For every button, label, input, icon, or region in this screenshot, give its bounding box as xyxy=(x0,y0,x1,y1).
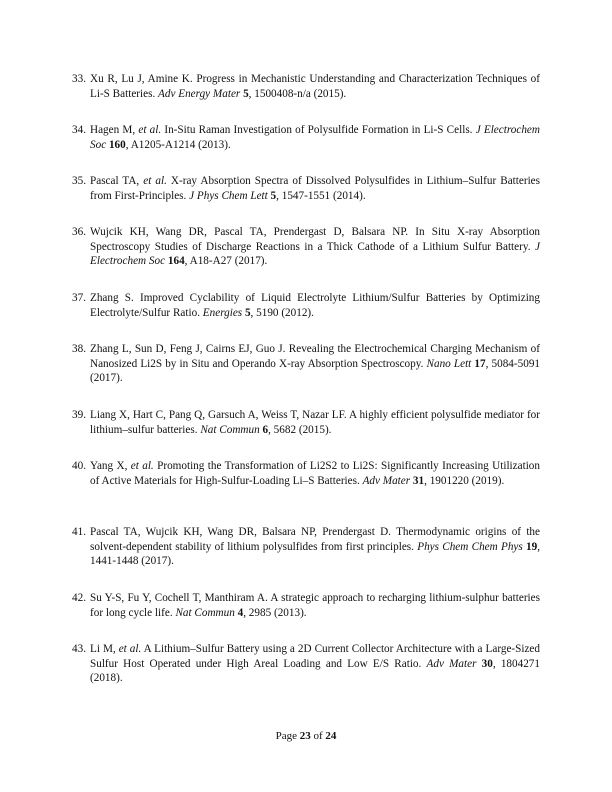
reference-pages: , 5190 (2012). xyxy=(250,306,314,319)
reference-journal: Nat Commun xyxy=(200,423,260,436)
reference-text xyxy=(90,291,540,320)
reference-authors: Pascal TA, Wujcik KH, Wang DR, Balsara NP, Prendergast D. xyxy=(90,526,391,538)
of-label: of xyxy=(310,730,326,742)
reference-authors: Pascal TA, xyxy=(90,175,144,187)
reference-pages: , 1804271 (2018). xyxy=(90,657,540,685)
reference-volume: 5 xyxy=(243,87,249,100)
reference-number: 34. xyxy=(72,124,86,136)
reference-volume: 160 xyxy=(108,138,126,151)
reference-item xyxy=(72,642,540,686)
reference-text xyxy=(90,642,540,686)
reference-text xyxy=(90,525,540,569)
reference-journal: J Phys Chem Lett xyxy=(189,189,268,202)
reference-item xyxy=(72,72,540,101)
reference-pages: , 2985 (2013). xyxy=(243,606,307,619)
reference-item xyxy=(72,174,540,203)
reference-volume: 31 xyxy=(412,474,425,487)
reference-number: 38. xyxy=(72,343,86,355)
reference-number: 41. xyxy=(72,526,86,538)
reference-pages: , 5084-5091 (2017). xyxy=(90,357,541,385)
reference-journal: J Electrochem Soc xyxy=(90,240,540,268)
reference-volume: 17 xyxy=(474,357,486,370)
reference-journal: Energies xyxy=(202,306,243,319)
reference-item xyxy=(72,123,540,152)
reference-pages: , 1500408-n/a (2015). xyxy=(248,87,347,100)
reference-title: A strategic approach to recharging lithium-sulphur batteries for long cycle life. xyxy=(90,592,540,619)
reference-text xyxy=(90,591,540,620)
reference-etal: et al. xyxy=(138,124,162,136)
reference-title: Thermodynamic origins of the solvent-dependent stability of lithium polysulfides from first principles. xyxy=(90,526,540,553)
reference-authors: Zhang S. xyxy=(90,292,134,304)
reference-authors: Liang X, Hart C, Pang Q, Garsuch A, Weiss T, Nazar LF. xyxy=(90,409,347,421)
reference-volume: 6 xyxy=(262,423,269,436)
reference-number: 39. xyxy=(72,409,86,421)
reference-item xyxy=(72,408,540,437)
reference-volume: 19 xyxy=(526,540,538,553)
reference-pages: , 5682 (2015). xyxy=(268,423,332,436)
reference-volume: 164 xyxy=(167,255,185,268)
reference-text xyxy=(90,459,540,488)
reference-title: X-ray Absorption Spectra of Dissolved Polysulfides in Lithium–Sulfur Batteries from First-Principles. xyxy=(90,175,540,202)
reference-number: 43. xyxy=(72,643,86,655)
reference-volume: 5 xyxy=(244,306,251,319)
reference-title: A highly efficient polysulfide mediator for lithium–sulfur batteries. xyxy=(90,409,540,436)
reference-pages: , 1547-1551 (2014). xyxy=(276,189,366,202)
reference-number: 33. xyxy=(72,73,86,85)
reference-authors: Wujcik KH, Wang DR, Pascal TA, Prendergast D, Balsara NP. xyxy=(90,226,409,238)
reference-pages: , 1441-1448 (2017). xyxy=(90,540,540,568)
reference-authors: Li M, xyxy=(90,643,119,655)
current-page-number: 23 xyxy=(299,730,311,742)
reference-authors: Yang X, xyxy=(90,460,131,472)
reference-pages: , A18-A27 (2017). xyxy=(184,255,268,268)
reference-journal: Adv Mater xyxy=(426,657,477,670)
reference-title: A Lithium–Sulfur Battery using a 2D Current Collector Architecture with a Large-Sized Sulfur Host Operated under High Areal Loading and Low E/S Ratio. xyxy=(90,643,540,670)
reference-title: Revealing the Electrochemical Charging Mechanism of Nanosized Li2S by in Situ and Operando X-ray Absorption Spectroscopy. xyxy=(90,343,540,370)
reference-number: 35. xyxy=(72,175,86,187)
reference-authors: Hagen M, xyxy=(90,124,139,136)
reference-etal: et al. xyxy=(118,643,142,655)
reference-title: Improved Cyclability of Liquid Electrolyte Lithium/Sulfur Batteries by Optimizing Electrolyte/Sulfur Ratio. xyxy=(90,292,540,319)
reference-number: 37. xyxy=(72,292,86,304)
page-label: Page xyxy=(275,730,300,742)
reference-authors: Xu R, Lu J, Amine K. xyxy=(90,73,193,85)
reference-journal: Nano Lett xyxy=(426,357,472,370)
reference-authors: Su Y-S, Fu Y, Cochell T, Manthiram A. xyxy=(90,592,268,604)
total-pages-number: 24 xyxy=(325,730,337,742)
reference-item xyxy=(72,225,540,269)
reference-item xyxy=(72,291,540,320)
page-footer xyxy=(0,730,612,742)
reference-etal: et al. xyxy=(143,175,167,187)
reference-item xyxy=(72,342,540,386)
reference-pages: , 1901220 (2019). xyxy=(424,474,505,487)
reference-text xyxy=(90,123,540,152)
reference-pages: , A1205-A1214 (2013). xyxy=(125,138,231,151)
reference-text xyxy=(90,72,540,101)
reference-journal: Nat Commun xyxy=(175,606,235,619)
reference-journal: J Electrochem Soc xyxy=(90,124,540,151)
reference-journal: Adv Energy Mater xyxy=(158,87,241,100)
reference-authors: Zhang L, Sun D, Feng J, Cairns EJ, Guo J. xyxy=(90,343,286,355)
reference-item xyxy=(72,591,540,620)
reference-journal: Adv Mater xyxy=(362,474,411,487)
reference-volume: 5 xyxy=(270,189,277,202)
reference-etal: et al. xyxy=(130,460,154,472)
reference-item xyxy=(72,459,540,488)
reference-number: 42. xyxy=(72,592,86,604)
reference-text xyxy=(90,408,540,437)
reference-volume: 30 xyxy=(481,657,493,670)
reference-number: 40. xyxy=(72,460,86,472)
reference-number: 36. xyxy=(72,226,86,238)
reference-title: In-Situ Raman Investigation of Polysulfide Formation in Li-S Cells. xyxy=(161,124,476,136)
reference-text xyxy=(90,342,540,386)
reference-item xyxy=(72,525,540,569)
reference-text xyxy=(90,174,540,203)
reference-text xyxy=(90,225,540,269)
reference-journal: Phys Chem Chem Phys xyxy=(417,540,523,553)
reference-title: In Situ X-ray Absorption Spectroscopy Studies of Discharge Reactions in a Thick Cathode of a Lithium Sulfur Battery. xyxy=(90,226,541,253)
reference-title: Progress in Mechanistic Understanding and Characterization Techniques of Li-S Batteries. xyxy=(90,73,540,100)
reference-title: Promoting the Transformation of Li2S2 to Li2S: Significantly Increasing Utilization of Active Materials for High-Sulfur-Loading Li–S Batteries. xyxy=(90,460,540,487)
reference-volume: 4 xyxy=(237,606,244,619)
